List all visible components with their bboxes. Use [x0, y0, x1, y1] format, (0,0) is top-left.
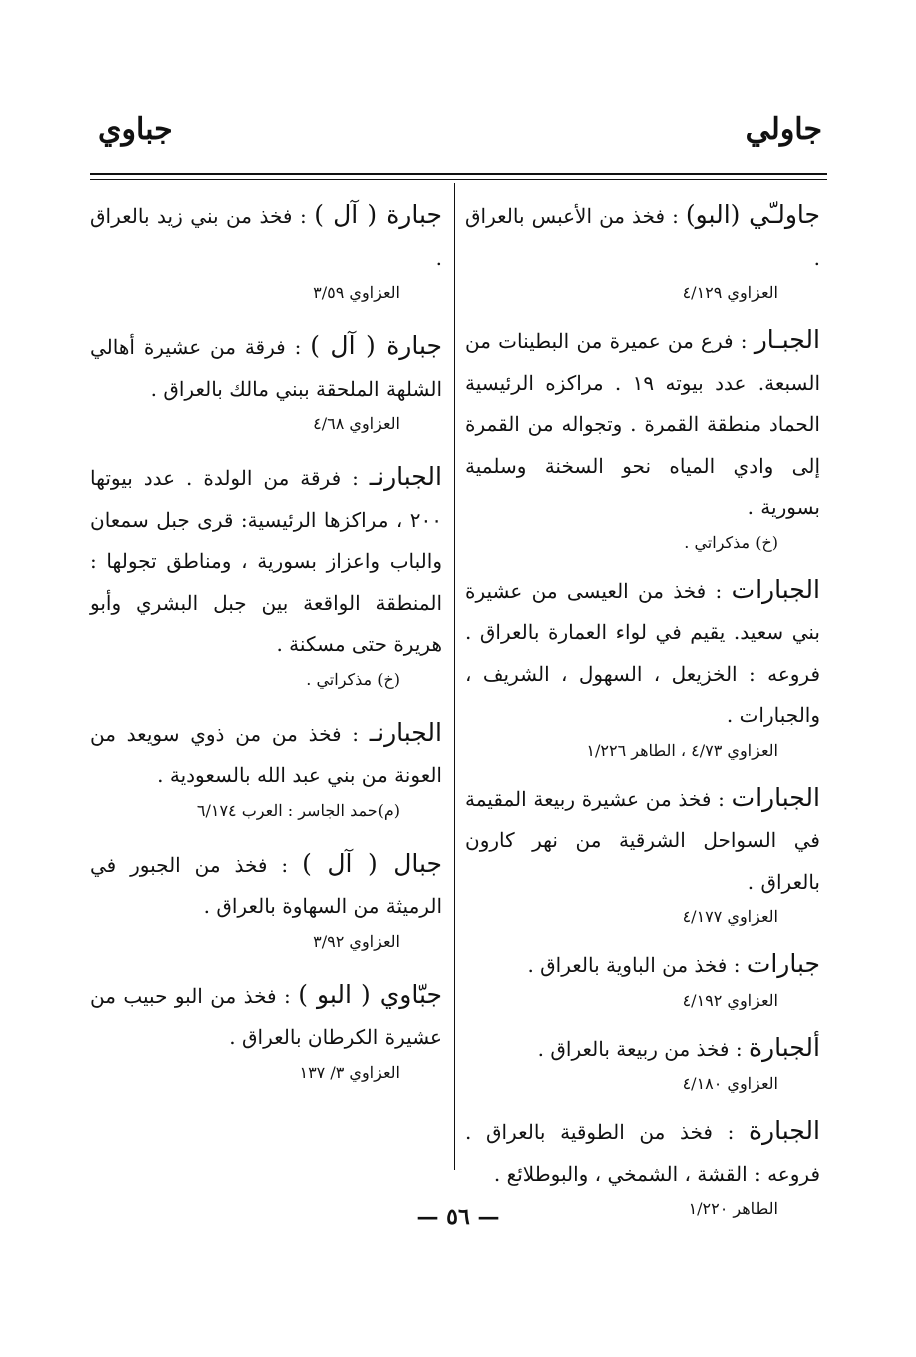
entry-headword: الجبارنـ — [369, 717, 442, 747]
entry-headword: الجبارنـ — [369, 462, 442, 491]
entry — [90, 325, 442, 436]
entry — [465, 943, 820, 1013]
entry-text: : فخذ من ربيعة بالعراق . — [537, 1036, 749, 1061]
right-column — [465, 194, 820, 1235]
entry-source: (خ) مذكراتي . — [306, 669, 400, 689]
entry-headword: جبّاوي ( البو ) — [298, 979, 442, 1009]
entry-text: : فرقة من عشيرة أهالي الشلهة الملحقة ببني مالك بالعراق . — [90, 335, 442, 401]
entry-source: العزاوي ٤/١٩٢ — [682, 990, 778, 1010]
entry-headword: الجبـار — [754, 325, 820, 354]
entry — [90, 194, 442, 305]
entry — [465, 1027, 820, 1097]
entry-headword: جاولـّي (البو) — [685, 200, 820, 229]
entry-headword: الجبارات — [731, 782, 820, 812]
entry-source: الطاهر ١/٢٢٠ — [688, 1199, 778, 1218]
entry — [90, 843, 442, 954]
entry-headword: جبارة ( آل ) — [314, 200, 442, 229]
entry-body — [465, 1027, 820, 1071]
page-number: — ٥٦ — — [416, 1204, 500, 1230]
entry — [90, 456, 442, 692]
entry-body — [90, 456, 442, 666]
entry-text: : فخذ من الباوية بالعراق . — [527, 953, 747, 977]
running-head-right: جاولي — [745, 112, 822, 147]
entry-text: : فرقة من الولدة . عدد بيوتها ٢٠٠ ، مراكزها الرئيسية: قرى جبل سمعان والباب واعزاز بسورية ، ومناطق تجولها : المنطقة الواقعة بين جبل البشري وأبو هريرة حتى مسكنة . — [90, 466, 442, 656]
entry-headword: جبارة ( آل ) — [310, 331, 442, 360]
entry-text: : فخذ من الطوقية بالعراق . فروعه : القشة ، الشمخي ، والبوطلائع . — [465, 1120, 820, 1186]
entry-headword: جبال ( آل ) — [302, 848, 442, 878]
entry-text: : فرع من عميرة من البطينات من السبعة. عدد بيوته ١٩ . مراكزه الرئيسية الحماد منطقة القمرة . وتجواله من القمرة إلى وادي المياه نحو السخنة وسلمية بسورية . — [465, 329, 821, 519]
entry-body — [465, 943, 820, 987]
running-head-left: جباوي — [98, 112, 173, 147]
entry-source: العزاوي ٤/١٨٠ — [682, 1074, 778, 1093]
entry-body — [465, 777, 820, 904]
entry — [465, 319, 820, 555]
entry-source: العزاوي ٤/١٢٩ — [682, 283, 778, 302]
entry-headword: جبارات — [746, 949, 820, 978]
entry-source: العزاوي ٤/١٧٧ — [682, 907, 778, 926]
entry-headword: ألجبارة — [748, 1032, 820, 1062]
entry-body — [465, 194, 820, 279]
entry-source: العزاوي ٣/ ١٣٧ — [299, 1062, 400, 1082]
entry-source: العزاوي ٣/٥٩ — [313, 283, 400, 302]
entry-text: : فخذ من بني زيد بالعراق . — [90, 204, 442, 270]
entry-text: : فخذ من العيسى من عشيرة بني سعيد. يقيم في لواء العمارة بالعراق . فروعه : الخزيعل ، السهول ، الشريف ، والجبارات . — [465, 578, 820, 727]
header-rule-thick — [90, 173, 827, 175]
entry-text: : فخذ من من ذوي سويعد من العونة من بني عبد الله بالسعودية . — [90, 721, 442, 787]
entry-body — [465, 569, 820, 737]
column-divider — [454, 183, 455, 1170]
entry — [465, 777, 820, 930]
entry-body — [465, 319, 820, 529]
entry-text: : فخذ من البو حبيب من عشيرة الكرطان بالعراق . — [90, 983, 442, 1049]
entry-body — [90, 325, 442, 410]
entry-source: (خ) مذكراتي . — [684, 532, 778, 552]
entry-body — [90, 194, 442, 279]
entry — [90, 712, 442, 823]
entry-text: : فخذ من الأعبس بالعراق . — [465, 204, 820, 270]
entry-body — [90, 974, 442, 1059]
left-column — [90, 194, 442, 1105]
header-rule-thin — [90, 179, 827, 180]
entry-source: العزاوي ٤/٦٨ — [313, 414, 400, 433]
entry-body — [90, 712, 442, 797]
entry-headword: الجبارة — [748, 1116, 820, 1145]
entry-text: : فخذ من عشيرة ربيعة المقيمة في السواحل الشرقية من نهر كارون بالعراق . — [465, 786, 820, 894]
entry-source: العزاوي ٣/٩٢ — [313, 931, 400, 951]
entry-source: العزاوي ٤/٧٣ ، الطاهر ١/٢٢٦ — [586, 740, 778, 760]
entry — [465, 569, 820, 763]
entry-body — [90, 843, 442, 928]
entry-headword: الجبارات — [731, 574, 820, 604]
entry-source: (م)حمد الجاسر : العرب ٦/١٧٤ — [196, 800, 400, 820]
entry-body — [465, 1110, 820, 1195]
entry — [90, 974, 442, 1085]
entry-text: : فخذ من الجبور في الرميثة من السهاوة بالعراق . — [90, 852, 442, 918]
entry — [465, 194, 820, 305]
